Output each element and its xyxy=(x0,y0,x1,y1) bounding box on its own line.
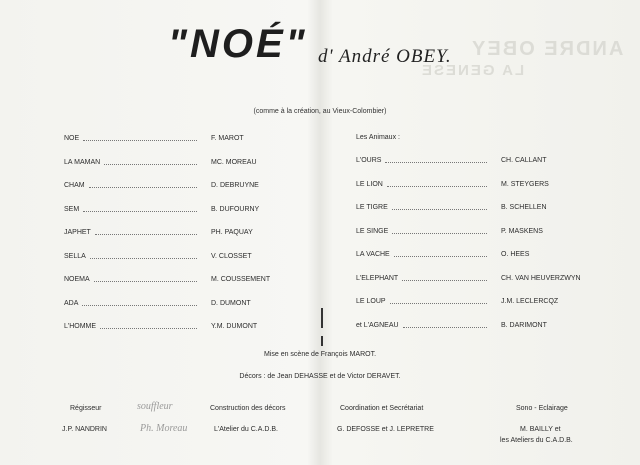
play-author: d' André OBEY. xyxy=(318,46,452,67)
dotted-leader xyxy=(83,134,197,141)
cast-actor: MC. MOREAU xyxy=(211,158,257,166)
sono-label: Sono - Eclairage xyxy=(516,405,568,412)
sono-name-line1: M. BAILLY et xyxy=(520,426,561,433)
regisseur-name: J.P. NANDRIN xyxy=(62,426,107,433)
dotted-leader xyxy=(394,250,487,257)
animals-heading: Les Animaux : xyxy=(356,134,400,141)
dotted-leader xyxy=(402,274,487,281)
cast-actor: M. COUSSEMENT xyxy=(211,276,271,283)
cast-actor: J.M. LECLERCQZ xyxy=(501,298,559,305)
cast-role: LE LION xyxy=(356,180,383,188)
cast-role: NOEMA xyxy=(64,276,90,283)
dotted-leader xyxy=(392,227,487,234)
coordination-name: G. DEFOSSE et J. LEPRETRE xyxy=(337,426,434,433)
cast-row xyxy=(0,156,640,166)
dotted-leader xyxy=(403,321,487,328)
cast-row xyxy=(0,227,640,237)
direction-credit: Mise en scène de François MAROT. xyxy=(263,351,377,358)
cast-row xyxy=(0,203,640,213)
cast-actor: Y.M. DUMONT xyxy=(211,323,258,330)
cast-actor: F. MAROT xyxy=(211,135,244,142)
construction-name: L'Atelier du C.A.D.B. xyxy=(214,426,278,433)
cast-role: LA MAMAN xyxy=(64,158,101,166)
coordination-label: Coordination et Secrétariat xyxy=(340,405,424,412)
cast-row xyxy=(0,297,640,307)
play-title: "NOÉ" xyxy=(168,22,308,66)
subtitle: (comme à la création, au Vieux-Colombier) xyxy=(253,108,387,115)
cast-role: LA VACHE xyxy=(356,251,390,258)
cast-actor: CH. VAN HEUVERZWYN xyxy=(501,274,581,282)
cast-role: NOE xyxy=(64,135,80,142)
cast-actor: D. DUMONT xyxy=(211,299,251,307)
cast-actor: V. CLOSSET xyxy=(211,252,252,260)
cast-row xyxy=(0,274,640,284)
fold-mark xyxy=(321,336,323,346)
decor-credit: Décors : de Jean DEHASSE et de Victor DERAVET. xyxy=(239,373,401,380)
sono-name-line2: les Ateliers du C.A.D.B. xyxy=(500,437,573,444)
cast-row xyxy=(0,134,640,144)
cast-role: L'OURS xyxy=(356,157,382,164)
cast-actor: B. DARIMONT xyxy=(501,321,547,329)
cast-role: ADA xyxy=(64,299,79,307)
cast-actor: D. DEBRUYNE xyxy=(211,182,259,189)
cast-actor: PH. PAQUAY xyxy=(211,229,253,236)
cast-actor: B. SCHELLEN xyxy=(501,204,547,211)
cast-actor: M. STEYGERS xyxy=(501,180,549,188)
construction-label: Construction des décors xyxy=(210,405,286,412)
cast-role: SELLA xyxy=(64,252,86,260)
dotted-leader xyxy=(390,297,487,304)
cast-actor: O. HEES xyxy=(501,251,530,258)
cast-row xyxy=(0,180,640,190)
dotted-leader xyxy=(387,180,487,187)
cast-role: et L'AGNEAU xyxy=(356,321,399,329)
cast-role: LE LOUP xyxy=(356,298,386,305)
cast-actor: CH. CALLANT xyxy=(501,157,547,164)
bleed-through-decoration: ANDRE OBEY xyxy=(470,38,624,60)
cast-role: L'HOMME xyxy=(64,323,97,330)
cast-row xyxy=(0,250,640,260)
bleed-through-decoration: LA GENESE xyxy=(420,62,525,79)
cast-role: L'ELEPHANT xyxy=(356,274,399,282)
fold-mark xyxy=(321,308,323,328)
cast-role: LE SINGE xyxy=(356,227,389,235)
dotted-leader xyxy=(385,156,487,163)
cast-role: SEM xyxy=(64,205,80,213)
cast-role: LE TIGRE xyxy=(356,204,388,211)
cast-role: CHAM xyxy=(64,182,85,189)
cast-actor: B. DUFOURNY xyxy=(211,205,260,213)
souffleur-handwritten-label: souffleur xyxy=(137,401,173,412)
dotted-leader xyxy=(392,203,487,210)
cast-role: JAPHET xyxy=(64,229,91,236)
regisseur-label: Régisseur xyxy=(70,405,102,412)
cast-actor: P. MASKENS xyxy=(501,227,543,235)
souffleur-handwritten-name: Ph. Moreau xyxy=(140,423,188,434)
cast-row xyxy=(0,321,640,331)
